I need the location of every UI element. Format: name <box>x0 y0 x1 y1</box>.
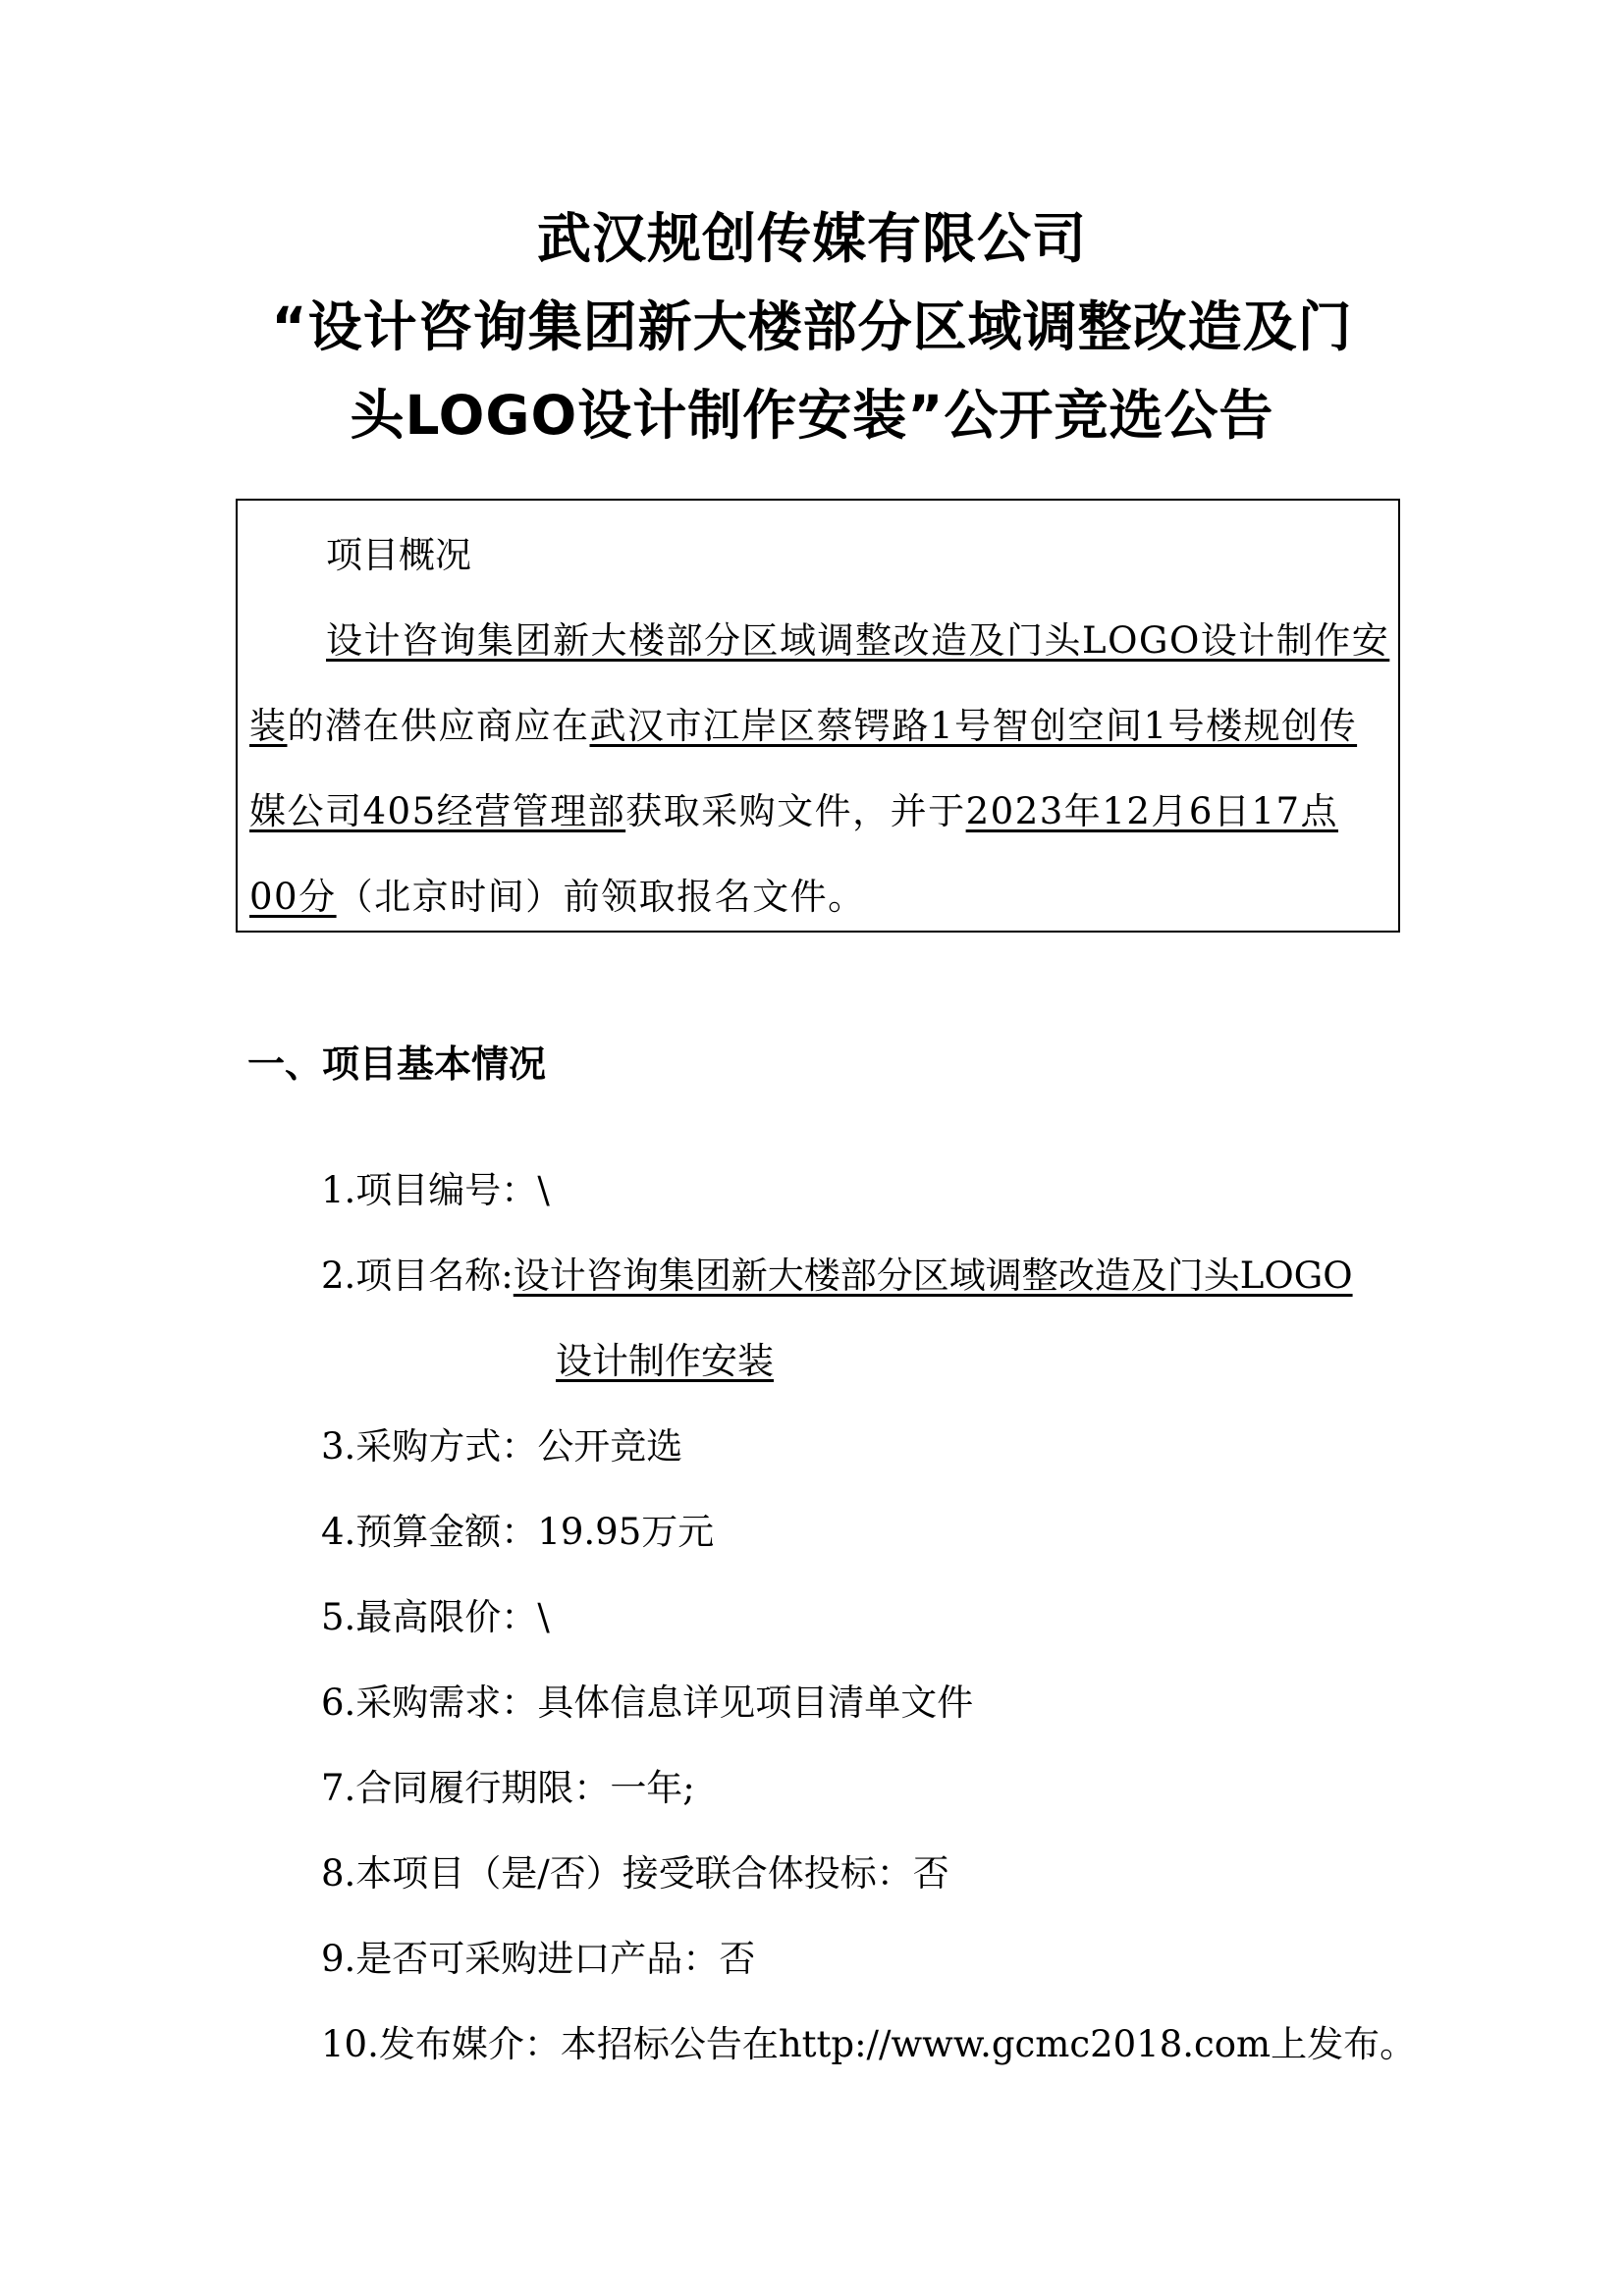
list-item <box>321 1160 550 1213</box>
list-item <box>321 1673 973 1726</box>
title-company: 武汉规创传媒有限公司 <box>536 207 1087 270</box>
item-value: 19.95万元 <box>537 1511 715 1553</box>
item-value: \ <box>537 1169 550 1211</box>
list-item <box>321 1246 1353 1299</box>
item-value: 本招标公告在http://www.gcmc2018.com上发布。 <box>560 2023 1417 2065</box>
item-value: 一年; <box>610 1767 695 1809</box>
overview-address-end: 媒公司405经营管理部 <box>249 790 626 832</box>
overview-obtain-text: 获取采购文件，并于 <box>625 790 966 832</box>
overview-line-3 <box>249 781 1338 834</box>
list-item <box>321 1843 949 1896</box>
item-value: 具体信息详见项目清单文件 <box>537 1682 974 1724</box>
section1-heading: 一、项目基本情况 <box>247 1042 547 1086</box>
overview-address: 武汉市江岸区蔡锷路1号智创空间1号楼规创传 <box>589 705 1358 747</box>
item-label: 4.预算金额： <box>321 1511 538 1553</box>
item-value: 公开竞选 <box>537 1425 683 1468</box>
overview-line-1 <box>326 611 1389 664</box>
item-value: 设计制作安装 <box>556 1340 774 1382</box>
list-item <box>321 1502 714 1555</box>
overview-project-name-end: 装 <box>249 705 288 747</box>
item-label: 2.项目名称: <box>321 1255 514 1297</box>
item-value: 否 <box>719 1938 756 1980</box>
item-label: 8.本项目（是/否）接受联合体投标： <box>321 1852 913 1895</box>
overview-deadline: 2023年12月6日17点 <box>965 790 1338 832</box>
item-label: 5.最高限价： <box>321 1596 538 1638</box>
item-label: 6.采购需求： <box>321 1682 538 1724</box>
item-label: 1.项目编号： <box>321 1169 538 1211</box>
item-label: 7.合同履行期限： <box>321 1767 611 1809</box>
project-overview-box <box>236 499 1400 933</box>
overview-deadline-end: 00分 <box>249 876 337 918</box>
overview-line-2 <box>249 696 1357 749</box>
item-label: 3.采购方式： <box>321 1425 538 1468</box>
title-project-line2: 头LOGO设计制作安装”公开竞选公告 <box>350 384 1274 447</box>
list-item <box>321 1929 755 1982</box>
overview-supplier-text: 的潜在供应商应在 <box>287 705 590 747</box>
overview-heading: 项目概况 <box>326 534 471 576</box>
title-project-line1: “设计咨询集团新大楼部分区域调整改造及门 <box>271 295 1353 358</box>
list-item <box>321 1587 550 1640</box>
item-value: 否 <box>912 1852 949 1895</box>
list-item <box>321 1416 682 1469</box>
list-item <box>321 1758 695 1811</box>
list-item-continuation <box>556 1331 774 1384</box>
item-label: 10.发布媒介： <box>321 2023 561 2065</box>
overview-project-name: 设计咨询集团新大楼部分区域调整改造及门头LOGO设计制作安 <box>326 619 1390 662</box>
item-value: \ <box>537 1596 550 1638</box>
list-item <box>321 2014 1416 2067</box>
overview-beijing-time-text: （北京时间）前领取报名文件。 <box>336 876 866 918</box>
overview-line-4 <box>249 867 866 920</box>
item-label: 9.是否可采购进口产品： <box>321 1938 720 1980</box>
item-value: 设计咨询集团新大楼部分区域调整改造及门头LOGO <box>513 1255 1353 1297</box>
